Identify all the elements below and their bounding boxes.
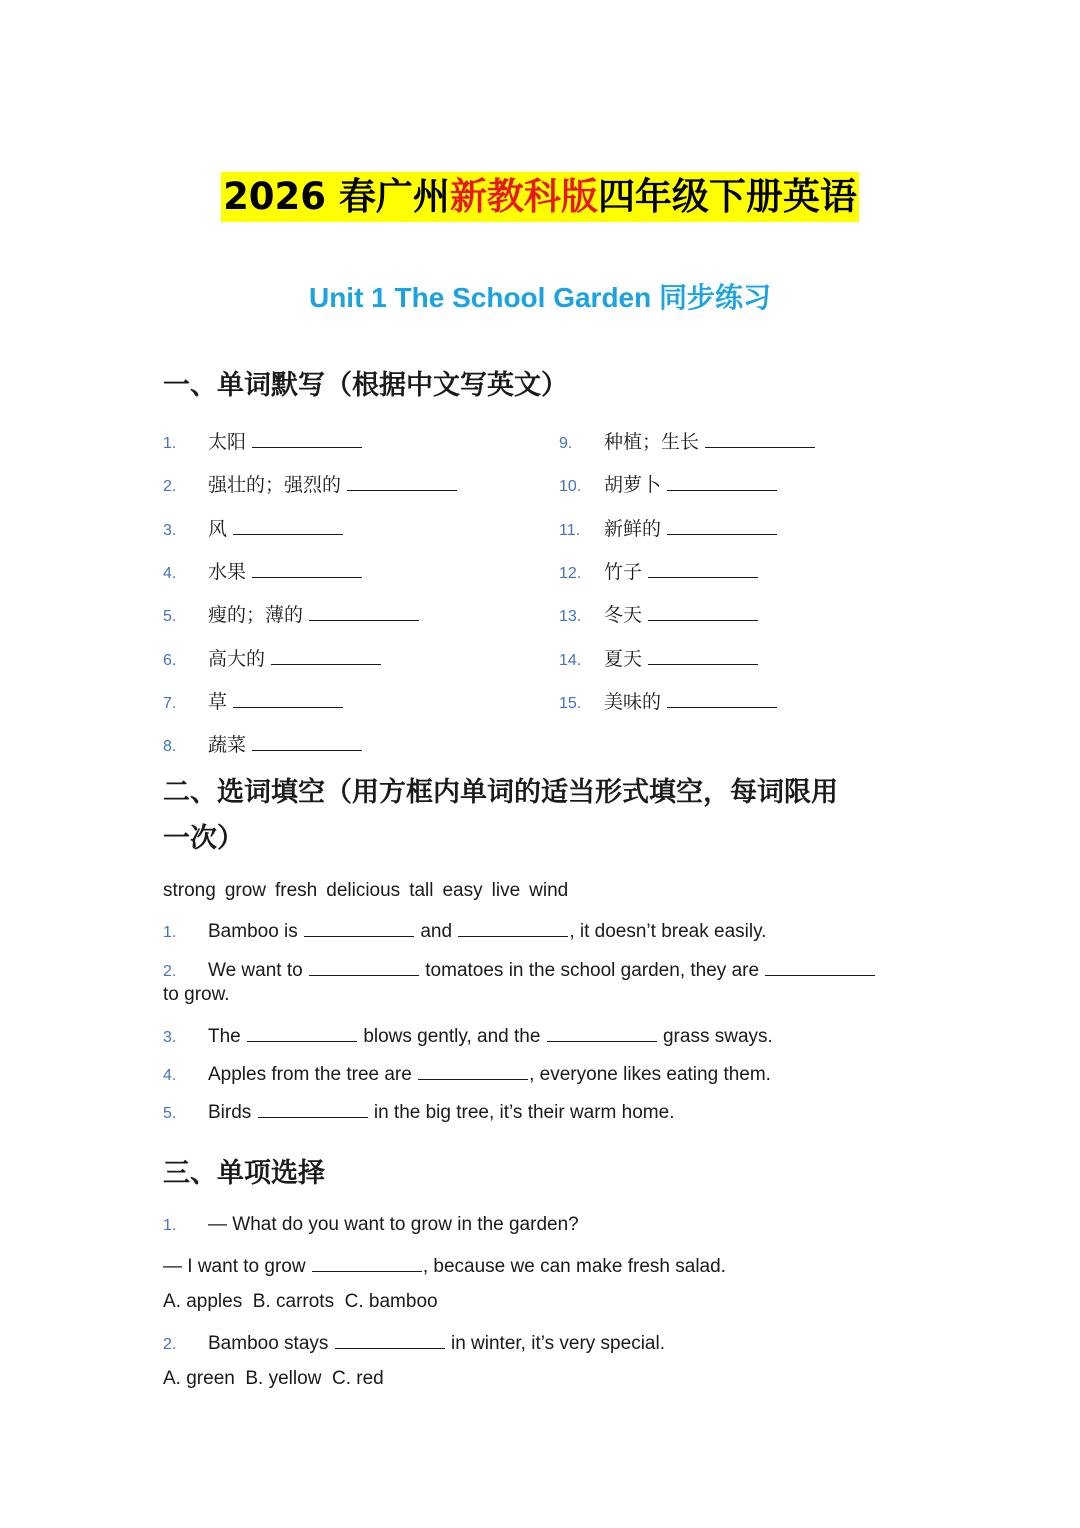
question-text: , everyone likes eating them. <box>529 1064 771 1085</box>
answer-blank[interactable] <box>648 602 758 621</box>
item-number: 2. <box>163 478 177 495</box>
vocab-item <box>163 557 363 584</box>
choice-question-1-options[interactable]: A. apples B. carrots C. bamboo <box>163 1291 438 1312</box>
item-number: 12. <box>559 565 582 582</box>
item-number: 15. <box>559 695 582 712</box>
item-number: 14. <box>559 652 582 669</box>
question-number: 3. <box>163 1029 177 1046</box>
item-number: 11. <box>559 522 581 539</box>
question-text: The <box>208 1026 241 1047</box>
item-number: 13. <box>559 608 582 625</box>
answer-blank[interactable] <box>309 602 419 621</box>
choice-question-1-answer <box>163 1253 726 1278</box>
question-number: 2. <box>163 963 177 980</box>
answer-blank[interactable] <box>458 918 568 937</box>
question-text: , it doesn’t break easily. <box>569 921 767 942</box>
question-text: blows gently, and the <box>363 1026 541 1047</box>
answer-blank[interactable] <box>309 957 419 976</box>
question-text: We want to <box>208 960 303 981</box>
item-number: 8. <box>163 738 177 755</box>
vocab-item <box>163 514 344 541</box>
choice-question-2 <box>163 1330 665 1355</box>
item-label: 风 <box>208 518 228 540</box>
item-number: 1. <box>163 435 177 452</box>
answer-blank[interactable] <box>247 1023 357 1042</box>
answer-blank[interactable] <box>705 429 815 448</box>
main-title <box>221 172 859 222</box>
answer-blank[interactable] <box>252 429 362 448</box>
question-text: — I want to grow <box>163 1256 306 1277</box>
word-bank-word: wind <box>529 880 569 901</box>
item-label: 美味的 <box>604 691 662 713</box>
answer-blank[interactable] <box>648 559 758 578</box>
vocab-item <box>163 687 344 714</box>
item-number: 6. <box>163 652 177 669</box>
fill-question-3 <box>163 1023 773 1048</box>
answer-blank[interactable] <box>335 1330 445 1349</box>
item-label: 强壮的；强烈的 <box>208 474 342 496</box>
fill-question-2 <box>163 957 876 982</box>
answer-blank[interactable] <box>667 472 777 491</box>
item-label: 水果 <box>208 561 247 583</box>
title-wrapper <box>0 172 1080 222</box>
answer-blank[interactable] <box>347 472 457 491</box>
choice-question-1 <box>163 1214 579 1236</box>
question-text: grass sways. <box>662 1026 773 1047</box>
item-number: 7. <box>163 695 177 712</box>
vocab-item <box>163 427 363 454</box>
answer-blank[interactable] <box>252 732 362 751</box>
question-text: tomatoes in the school garden, they are <box>425 960 760 981</box>
fill-question-1 <box>163 918 766 943</box>
item-label: 胡萝卜 <box>604 474 662 496</box>
question-text: in winter, it’s very special. <box>450 1333 665 1354</box>
item-label: 夏天 <box>604 648 643 670</box>
item-label: 新鲜的 <box>604 518 662 540</box>
answer-blank[interactable] <box>765 957 875 976</box>
vocab-item <box>559 427 816 454</box>
item-label: 草 <box>208 691 228 713</box>
word-bank-word: easy <box>442 880 483 901</box>
question-text: in the big tree, it’s their warm home. <box>373 1102 675 1123</box>
question-number: 4. <box>163 1067 177 1084</box>
item-label: 太阳 <box>208 431 247 453</box>
word-bank-word: tall <box>409 880 434 901</box>
question-number: 1. <box>163 924 177 941</box>
section2-heading-line2: 一次） <box>163 823 244 854</box>
question-text: Bamboo stays <box>208 1333 329 1354</box>
answer-blank[interactable] <box>271 646 381 665</box>
answer-blank[interactable] <box>233 689 343 708</box>
word-bank-word: delicious <box>326 880 401 901</box>
choice-question-2-options[interactable]: A. green B. yellow C. red <box>163 1368 384 1389</box>
item-label: 竹子 <box>604 561 643 583</box>
question-number: 2. <box>163 1336 177 1353</box>
answer-blank[interactable] <box>418 1061 528 1080</box>
question-text: and <box>420 921 453 942</box>
vocab-item <box>559 514 778 541</box>
answer-blank[interactable] <box>667 689 777 708</box>
item-number: 4. <box>163 565 177 582</box>
vocab-item <box>163 644 382 671</box>
item-label: 蔬菜 <box>208 734 247 756</box>
fill-question-5 <box>163 1099 674 1124</box>
fill-question-4 <box>163 1061 771 1086</box>
answer-blank[interactable] <box>233 516 343 535</box>
item-label: 种植；生长 <box>604 431 700 453</box>
vocab-item <box>163 730 363 757</box>
vocab-item <box>163 600 420 627</box>
title-part-3: 四年级下册英语 <box>597 175 857 218</box>
vocab-item <box>559 687 778 714</box>
section1-heading: 一、单词默写（根据中文写英文） <box>163 370 568 401</box>
question-text: — What do you want to grow in the garden? <box>208 1214 579 1235</box>
vocab-item <box>163 470 458 497</box>
item-label: 高大的 <box>208 648 266 670</box>
answer-blank[interactable] <box>258 1099 368 1118</box>
word-bank-word: grow <box>224 880 266 901</box>
title-part-1: 2026 春广州 <box>223 175 450 218</box>
item-label: 冬天 <box>604 604 643 626</box>
answer-blank[interactable] <box>252 559 362 578</box>
answer-blank[interactable] <box>547 1023 657 1042</box>
word-bank-word: live <box>491 880 521 901</box>
item-label: 瘦的；薄的 <box>208 604 304 626</box>
item-number: 9. <box>559 435 573 452</box>
answer-blank[interactable] <box>648 646 758 665</box>
question-text: , because we can make fresh salad. <box>422 1256 726 1277</box>
vocab-item <box>559 644 759 671</box>
question-text: Birds <box>208 1102 252 1123</box>
word-bank-word: fresh <box>275 880 318 901</box>
word-bank-word: strong <box>163 880 216 901</box>
question-number: 5. <box>163 1105 177 1122</box>
item-number: 5. <box>163 608 177 625</box>
answer-blank[interactable] <box>667 516 777 535</box>
vocab-item <box>559 470 778 497</box>
question-number: 1. <box>163 1217 177 1234</box>
question-text: Bamboo is <box>208 921 298 942</box>
answer-blank[interactable] <box>312 1253 422 1272</box>
vocab-item <box>559 557 759 584</box>
question-text: Apples from the tree are <box>208 1064 412 1085</box>
section2-heading-line1: 二、选词填空（用方框内单词的适当形式填空，每词限用 <box>163 777 838 808</box>
section3-heading: 三、单项选择 <box>163 1158 325 1189</box>
answer-blank[interactable] <box>304 918 414 937</box>
word-bank <box>163 880 577 902</box>
item-number: 3. <box>163 522 177 539</box>
item-number: 10. <box>559 478 582 495</box>
vocab-item <box>559 600 759 627</box>
subtitle: Unit 1 The School Garden 同步练习 <box>308 282 772 313</box>
fill-question-2-continued: to grow. <box>163 984 230 1005</box>
title-part-2: 新教科版 <box>449 175 598 218</box>
